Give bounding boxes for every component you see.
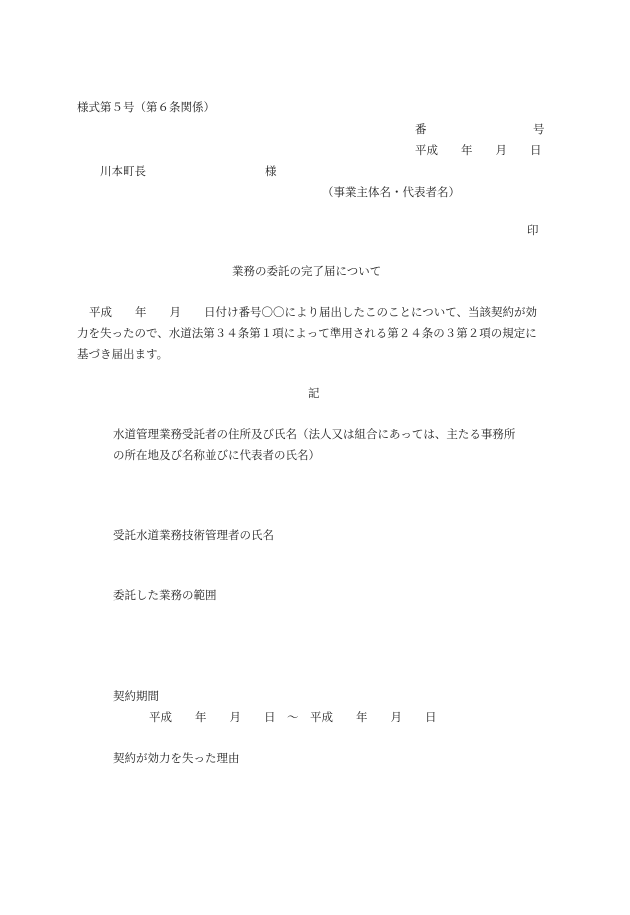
form-number: 様式第５号（第６条関係） bbox=[77, 100, 215, 114]
number-label: 番 bbox=[415, 122, 427, 136]
document-title: 業務の委託の完了届について bbox=[232, 264, 382, 278]
body-line-3: 基づき届出ます。 bbox=[77, 347, 169, 361]
item5-label: 契約が効力を失った理由 bbox=[113, 751, 240, 765]
applicant-label: （事業主体名・代表者名） bbox=[322, 185, 460, 199]
seal-mark: 印 bbox=[527, 223, 539, 237]
item3-label: 委託した業務の範囲 bbox=[113, 588, 217, 602]
date-line: 平成 年 月 日 bbox=[415, 143, 542, 157]
body-line-2: 力を失ったので、水道法第３４条第１項によって準用される第２４条の３第２項の規定に bbox=[77, 326, 537, 340]
contract-period: 平成 年 月 日 ～ 平成 年 月 日 bbox=[149, 710, 437, 724]
item1-line-2: の所在地及び名称並びに代表者の氏名） bbox=[113, 448, 320, 462]
addressee: 川本町長 bbox=[100, 164, 146, 178]
ki-heading: 記 bbox=[308, 386, 320, 400]
item4-label: 契約期間 bbox=[113, 689, 159, 703]
body-line-1: 平成 年 月 日付け番号〇〇により届出したこのことについて、当該契約が効 bbox=[89, 305, 538, 319]
honorific: 様 bbox=[265, 164, 277, 178]
item1-line-1: 水道管理業務受託者の住所及び氏名（法人又は組合にあっては、主たる事務所 bbox=[113, 427, 516, 441]
item2-label: 受託水道業務技術管理者の氏名 bbox=[113, 528, 274, 542]
number-suffix: 号 bbox=[533, 122, 545, 136]
